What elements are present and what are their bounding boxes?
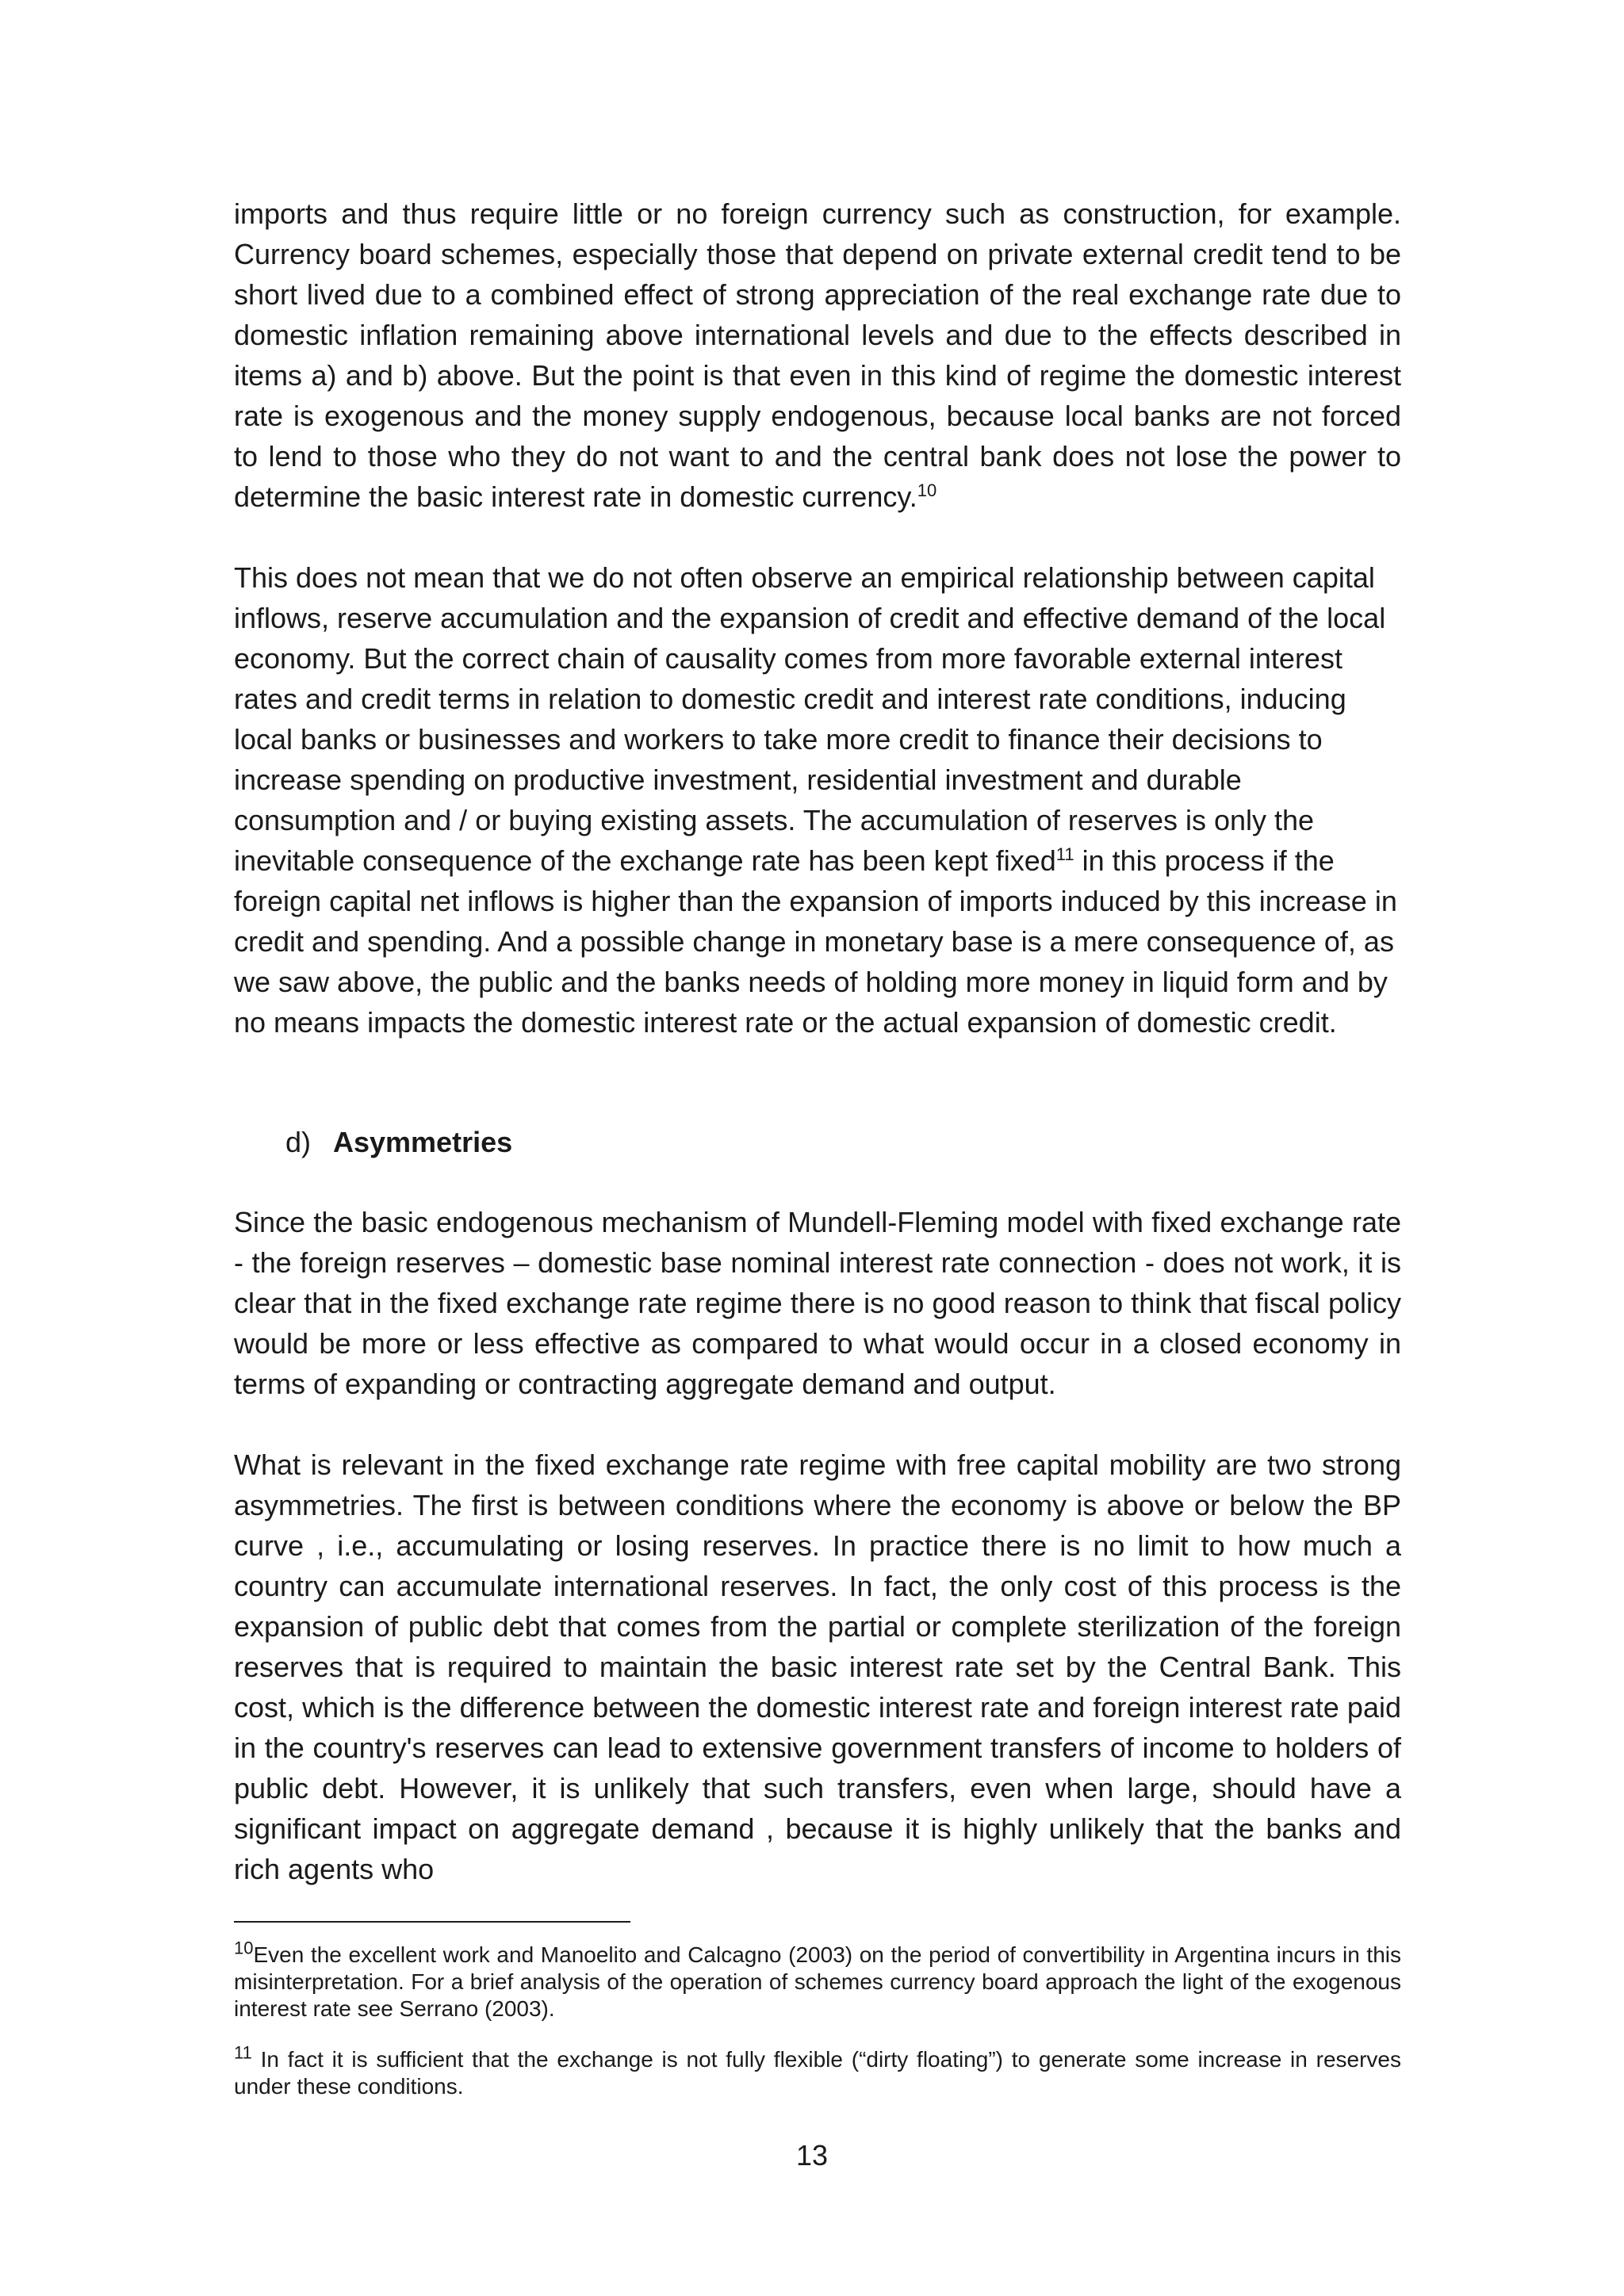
section-label: d) [285,1126,312,1158]
footnote-divider [234,1921,630,1923]
footnote-number: 11 [234,2042,252,2063]
footnote-ref-10[interactable]: 10 [917,480,937,500]
paragraph-text: imports and thus require little or no foreign currency such as construction, for example. Currency board schemes, especially those that depend on private external credit tend to be short lived due to a combined effect of strong appreciation of the real exchange rate due to domestic inflation remaining above international levels and due to the effects described in items a) and b) above. But the point is that even in this kind of regime the domestic interest rate is exogenous and the money supply endogenous, because local banks are not forced to lend to those who they do not want to and the central bank does not lose the power to determine the basic interest rate in domestic currency. [234,197,1401,513]
footnote-text: Even the excellent work and Manoelito and Calcagno (2003) on the period of convertibility in Argentina incurs in this misinterpretation. For a brief analysis of the operation of schemes currency board approach the light of the exogenous interest rate see Serrano (2003). [234,1942,1401,2021]
paragraph-text: This does not mean that we do not often observe an empirical relationship between capital inflows, reserve accumulation and the expansion of credit and effective demand of the local economy. But the correct chain of causality comes from more favorable external interest rates and credit terms in relation to domestic credit and interest rate conditions, inducing local banks or businesses and workers to take more credit to finance their decisions to increase spending on productive investment, residential investment and durable consumption and / or buying existing assets. The accumulation of reserves is only the inevitable consequence of the exchange rate has been kept fixed [234,561,1386,877]
section-heading-asymmetries [285,1122,512,1162]
paragraph-text-continued: in this process if the foreign capital net inflows is higher than the expansion of imports induced by this increase in credit and spending. And a possible change in monetary base is a mere consequence of, as we saw above, the public and the banks needs of holding more money in liquid form and by no means impacts the domestic interest rate or the actual expansion of domestic credit. [234,844,1397,1039]
footnote-ref-11[interactable]: 11 [1055,844,1074,864]
paragraph-asymmetries [234,1445,1401,1889]
paragraph-currency-board [234,193,1401,517]
footnote-number: 10 [234,1938,254,1958]
page-number: 13 [795,2139,829,2172]
footnote-10 [234,1938,1401,2022]
footnote-11 [234,2042,1401,2100]
paragraph-mundell-fleming [234,1202,1401,1404]
paragraph-text: Since the basic endogenous mechanism of Mundell-Fleming model with fixed exchange rate - the foreign reserves – domestic base nominal interest rate connection - does not work, it is clear that in the fixed exchange rate regime there is no good reason to think that fiscal policy would be more or less effective as compared to what would occur in a closed economy in terms of expanding or contracting aggregate demand and output. [234,1206,1401,1400]
paragraph-causality [234,557,1401,1043]
footnote-text: In fact it is sufficient that the exchange is not fully flexible (“dirty floating”) to generate some increase in reserves under these conditions. [234,2047,1401,2099]
section-title: Asymmetries [333,1126,513,1158]
paragraph-text: What is relevant in the fixed exchange rate regime with free capital mobility are two strong asymmetries. The first is between conditions where the economy is above or below the BP curve , i.e., accumulating or losing reserves. In practice there is no limit to how much a country can accumulate international reserves. In fact, the only cost of this process is the expansion of public debt that comes from the partial or complete sterilization of the foreign reserves that is required to maintain the basic interest rate set by the Central Bank. This cost, which is the difference between the domestic interest rate and foreign interest rate paid in the country's reserves can lead to extensive government transfers of income to holders of public debt. However, it is unlikely that such transfers, even when large, should have a significant impact on aggregate demand , because it is highly unlikely that the banks and rich agents who [234,1448,1401,1885]
